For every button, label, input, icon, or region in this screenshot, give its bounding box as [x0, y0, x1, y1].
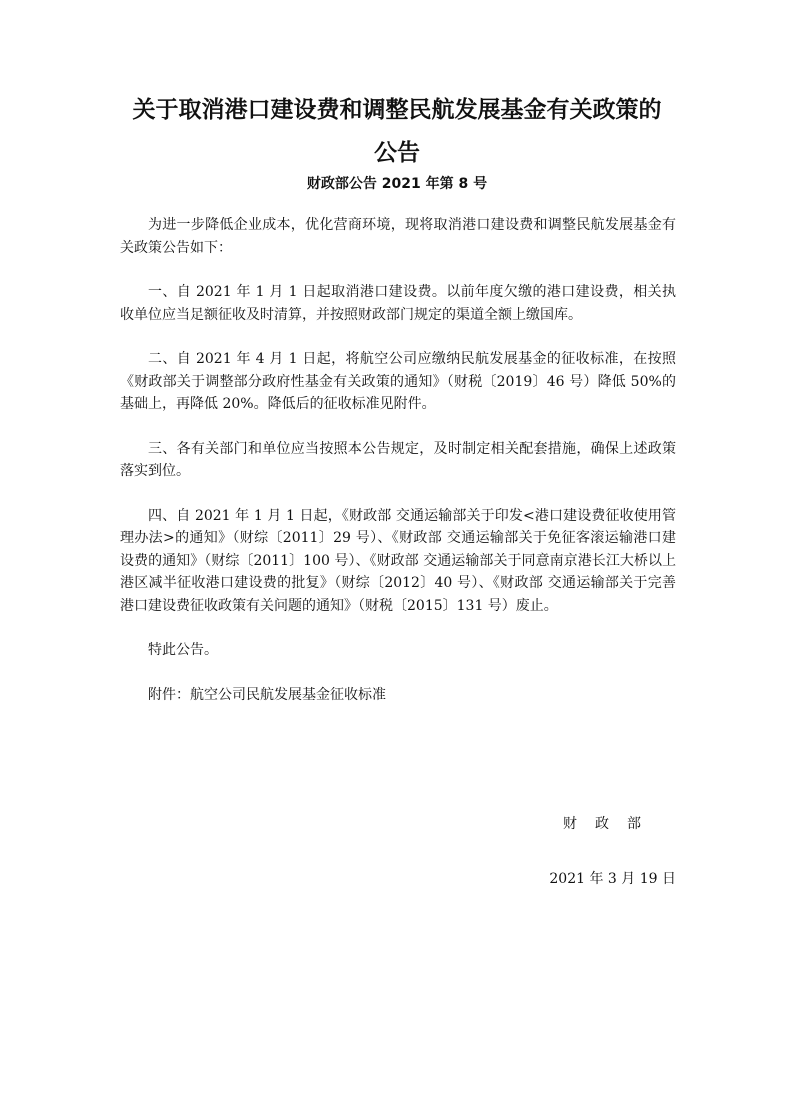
document-title-line-2: 公告: [374, 140, 420, 166]
clause-3-paragraph: 三、各有关部门和单位应当按照本公告规定，及时制定相关配套措施，确保上述政策落实到位。: [120, 440, 676, 479]
issue-date: 2021 年 3 月 19 日: [549, 871, 676, 887]
issuer-signature: 财政部: [563, 816, 659, 832]
clause-4-paragraph: 四、自 2021 年 1 月 1 日起，《财政部 交通运输部关于印发<港口建设费征收使用管理办法>的通知》（财综〔2011〕29 号）、《财政部 交通运输部关于免征客滚运输港口建设费的通知》（财综〔2011〕100 号）、《财政部 交通运输部关于同意南京港长江大桥以上港区减半征收港口建设费的批复》（财综〔2012〕40 号）、《财政部 交通运输部关于完善港口建设费征收政策有关问题的通知》（财税〔2015〕131 号）废止。: [120, 507, 676, 614]
clause-1-paragraph: 一、自 2021 年 1 月 1 日起取消港口建设费。以前年度欠缴的港口建设费，相关执收单位应当足额征收及时清算，并按照财政部门规定的渠道全额上缴国库。: [120, 284, 676, 323]
clause-2-paragraph: 二、自 2021 年 4 月 1 日起，将航空公司应缴纳民航发展基金的征收标准，在按照《财政部关于调整部分政府性基金有关政策的通知》（财税〔2019〕46 号）降低 50%的基础上，再降低 20%。降低后的征收标准见附件。: [120, 351, 676, 412]
intro-paragraph: 为进一步降低企业成本，优化营商环境，现将取消港口建设费和调整民航发展基金有关政策公告如下：: [120, 217, 676, 256]
attachment-line: 附件：航空公司民航发展基金征收标准: [148, 686, 386, 703]
document-body: [120, 214, 676, 728]
announcement-number: 财政部公告 2021 年第 8 号: [306, 176, 488, 192]
document-title-line-1: 关于取消港口建设费和调整民航发展基金有关政策的: [132, 97, 662, 123]
closing-paragraph: 特此公告。: [148, 642, 218, 658]
